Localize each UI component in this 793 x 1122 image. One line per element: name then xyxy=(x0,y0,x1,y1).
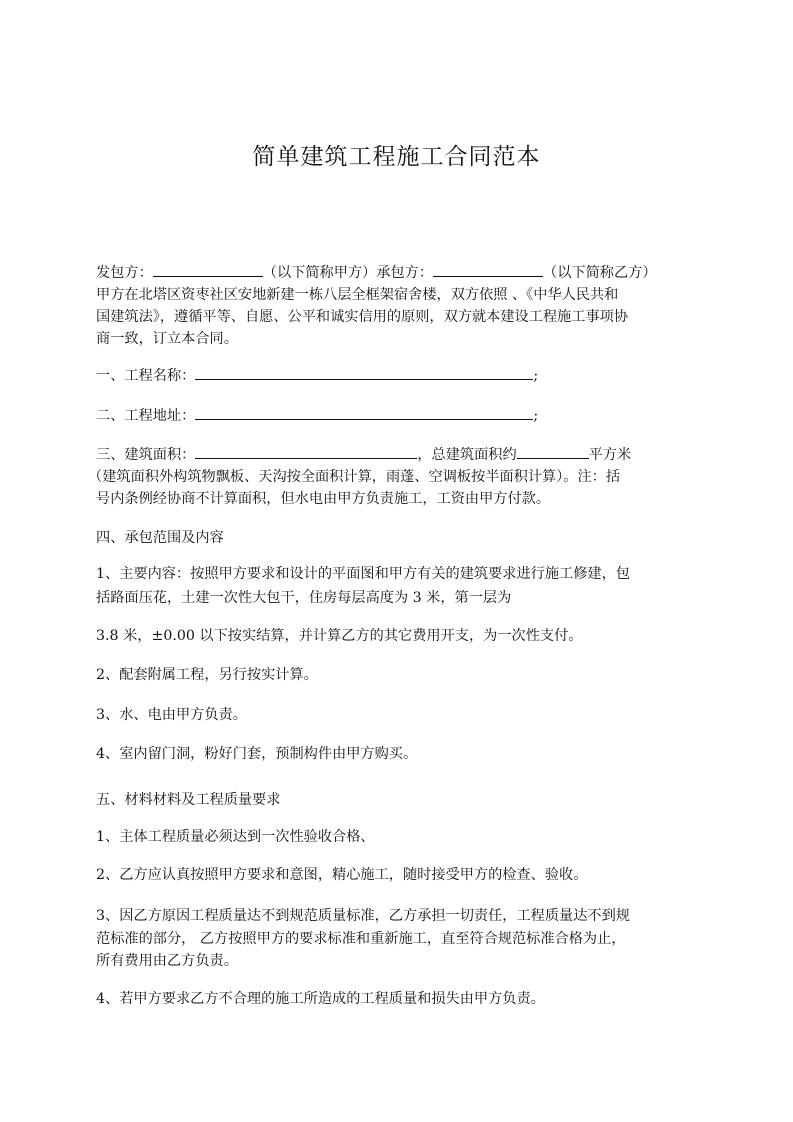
party-b-blank xyxy=(433,262,543,277)
section5-heading: 五、材料材料及工程质量要求 xyxy=(96,792,281,808)
section2-end: ; xyxy=(533,408,539,424)
section3-label: 三、建筑面积： xyxy=(96,447,196,463)
section5-item3-line3: 所有费用由乙方负责。 xyxy=(96,953,238,969)
total-area-blank xyxy=(517,444,589,459)
document-title: 简单建筑工程施工合同范本 xyxy=(252,144,541,170)
section3-area-line-2: （建筑面积外构筑物飘板、天沟按全面积计算，雨蓬、空调板按半面积计算）。注：括 xyxy=(88,469,621,485)
intro-line-4: 商一致，订立本合同。 xyxy=(96,331,238,347)
section5-item3-line1: 3、因乙方原因工程质量达不到规范质量标准，乙方承担一切责任，工程质量达不到规 xyxy=(96,908,630,924)
section3-area-line-1 xyxy=(96,444,700,466)
party-a-label: 发包方： xyxy=(96,265,153,281)
section1-label: 一、工程名称： xyxy=(96,368,196,384)
section5-item3-line2: 范标准的部分， 乙方按照甲方的要求标准和重新施工，直至符合规范标准合格为止， xyxy=(96,931,626,947)
section4-item4: 4、室内留门洞，粉好门套，预制构件由甲方购买。 xyxy=(96,746,418,762)
section1-project-name xyxy=(96,365,700,387)
section2-label: 二、工程地址： xyxy=(96,408,196,424)
section5-item1: 1、主体工程质量必须达到一次性验收合格、 xyxy=(96,829,375,845)
section4-item1-line3: 3.8 米，±0.00 以下按实结算，并计算乙方的其它费用开支，为一次性支付。 xyxy=(96,628,583,644)
section4-item2: 2、配套附属工程，另行按实计算。 xyxy=(96,667,318,683)
intro-line-3: 国建筑法》，遵循平等、自愿、公平和诚实信用的原则，双方就本建设工程施工事项协 xyxy=(96,309,629,325)
building-area-blank xyxy=(195,444,417,459)
section5-item2: 2、乙方应认真按照甲方要求和意图，精心施工，随时接受甲方的检查、验收。 xyxy=(96,867,588,883)
section3-area-line-3: 号内条例经协商不计算面积，但水电由甲方负责施工，工资由甲方付款。 xyxy=(96,491,551,507)
section2-project-address xyxy=(96,405,700,427)
intro-line-1 xyxy=(96,262,700,284)
section3-mid: ，总建筑面积约 xyxy=(417,447,517,463)
party-a-blank xyxy=(153,262,263,277)
project-address-blank xyxy=(195,405,533,420)
section4-item1-line2: 括路面压花，土建一次性大包干，住房每层高度为 3 米，第一层为 xyxy=(96,590,512,606)
section4-heading: 四、承包范围及内容 xyxy=(96,530,224,546)
intro-line-2: 甲方在北塔区资枣社区安地新建一栋八层全框架宿舍楼，双方依照 、《中华人民共和 xyxy=(96,287,619,303)
section4-item1-line1: 1、主要内容：按照甲方要求和设计的平面图和甲方有关的建筑要求进行施工修建，包 xyxy=(96,566,630,582)
section1-end: ; xyxy=(533,368,539,384)
section4-item3: 3、水、电由甲方负责。 xyxy=(96,707,247,723)
project-name-blank xyxy=(195,365,533,380)
section5-item4: 4、若甲方要求乙方不合理的施工所造成的工程质量和损失由甲方负责。 xyxy=(96,991,545,1007)
party-a-note: （以下简称甲方）承包方： xyxy=(262,265,434,281)
party-b-note: （以下简称乙方） xyxy=(543,265,657,281)
section3-unit: 平方米 xyxy=(588,447,632,463)
